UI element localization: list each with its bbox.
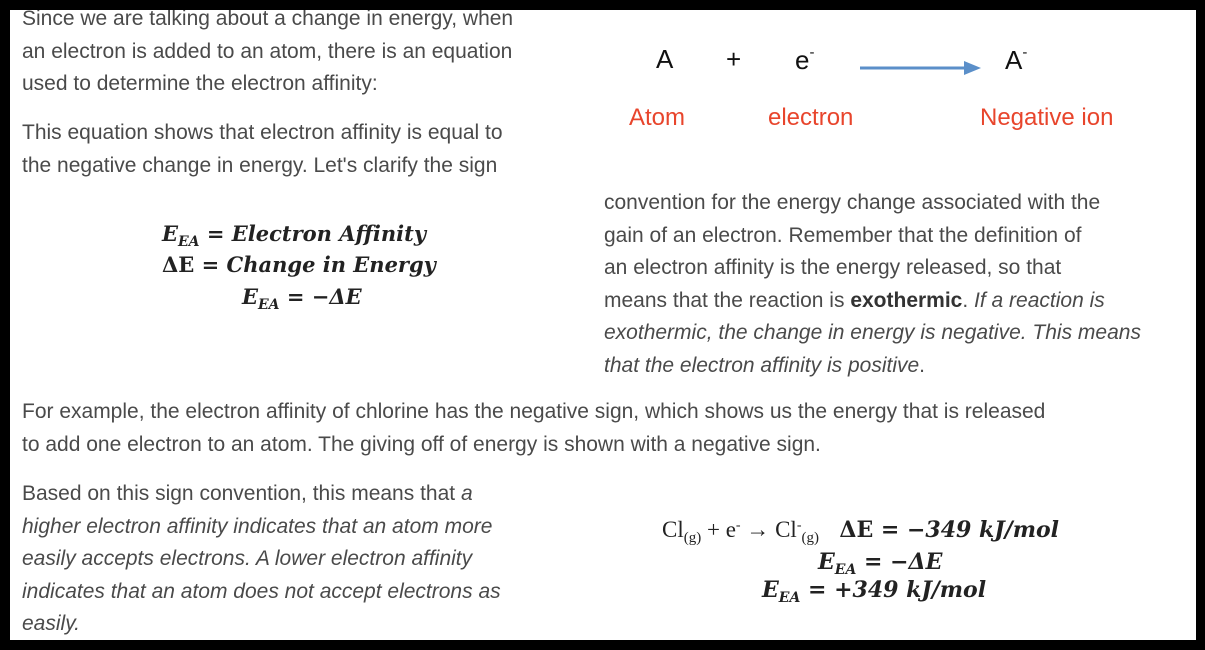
example-line-1: For example, the electron affinity of chlorine has the negative sign, which shows us the energy that is released bbox=[22, 400, 1046, 423]
chlorine-reaction: $Cl_{(g)} + e^- \to Cl^-_{(g)}$ bbox=[662, 517, 819, 546]
sign-intro-paragraph bbox=[22, 117, 503, 182]
electron-symbol: e- bbox=[795, 44, 815, 75]
based-line-3: easily accepts electrons. A lower electron affinity bbox=[22, 547, 473, 570]
based-line-2: higher electron affinity indicates that an atom more bbox=[22, 514, 493, 538]
convention-line-2: gain of an electron. Remember that the definition of bbox=[604, 223, 1082, 247]
intro-line-2: an electron is added to an atom, there is an equation bbox=[22, 39, 513, 63]
chlorine-energy-change: ΔE = −349 kJ/mol bbox=[839, 517, 1059, 543]
convention-paragraph bbox=[604, 187, 1141, 382]
affinity-energy-relation: $E_{EA} = -\Delta E$ bbox=[242, 284, 362, 313]
convention-line-5: exothermic, the change in energy is negative. This means bbox=[604, 321, 1141, 344]
based-line-1: Based on this sign convention, this means that a bbox=[22, 482, 473, 505]
chlorine-affinity-relation: $E_{EA} = -\Delta E$ bbox=[818, 549, 943, 578]
convention-line-4: means that the reaction is exothermic. If a reaction is bbox=[604, 288, 1105, 312]
negative-ion-symbol: A- bbox=[1005, 44, 1028, 75]
plus-sign: + bbox=[726, 44, 742, 74]
example-paragraph bbox=[22, 396, 1045, 461]
convention-line-1: convention for the energy change associated with the bbox=[604, 191, 1101, 214]
example-line-2: to add one electron to an atom. The giving off of energy is shown with a negative sign. bbox=[22, 432, 821, 456]
intro-line-1: Since we are talking about a change in energy, when bbox=[22, 10, 514, 30]
atom-label: Atom bbox=[629, 104, 686, 131]
based-line-5: easily. bbox=[22, 612, 80, 635]
sign-intro-line-2: the negative change in energy. Let's clarify the sign bbox=[22, 153, 498, 177]
sign-intro-line-1: This equation shows that electron affinity is equal to bbox=[22, 121, 503, 144]
electron-affinity-definition: $E_{EA}$ = Electron Affinity bbox=[162, 221, 427, 250]
negative-ion-label: Negative ion bbox=[980, 104, 1114, 131]
chlorine-reaction-line bbox=[662, 516, 1059, 547]
electron-label: electron bbox=[768, 104, 854, 131]
energy-change-definition: ΔE = Change in Energy bbox=[162, 252, 436, 277]
intro-line-3: used to determine the electron affinity: bbox=[22, 72, 378, 95]
convention-line-6: that the electron affinity is positive. bbox=[604, 353, 926, 377]
reaction-arrow bbox=[860, 58, 982, 78]
exothermic-term: exothermic bbox=[850, 288, 963, 312]
based-paragraph bbox=[22, 478, 501, 640]
based-line-4: indicates that an atom does not accept electrons as bbox=[22, 579, 501, 603]
atom-symbol: A bbox=[656, 44, 674, 74]
content-page bbox=[10, 10, 1196, 640]
chlorine-affinity-value: $E_{EA} = +349$ kJ/mol bbox=[762, 577, 987, 606]
intro-paragraph bbox=[22, 10, 513, 101]
convention-line-3: an electron affinity is the energy released, so that bbox=[604, 256, 1062, 279]
